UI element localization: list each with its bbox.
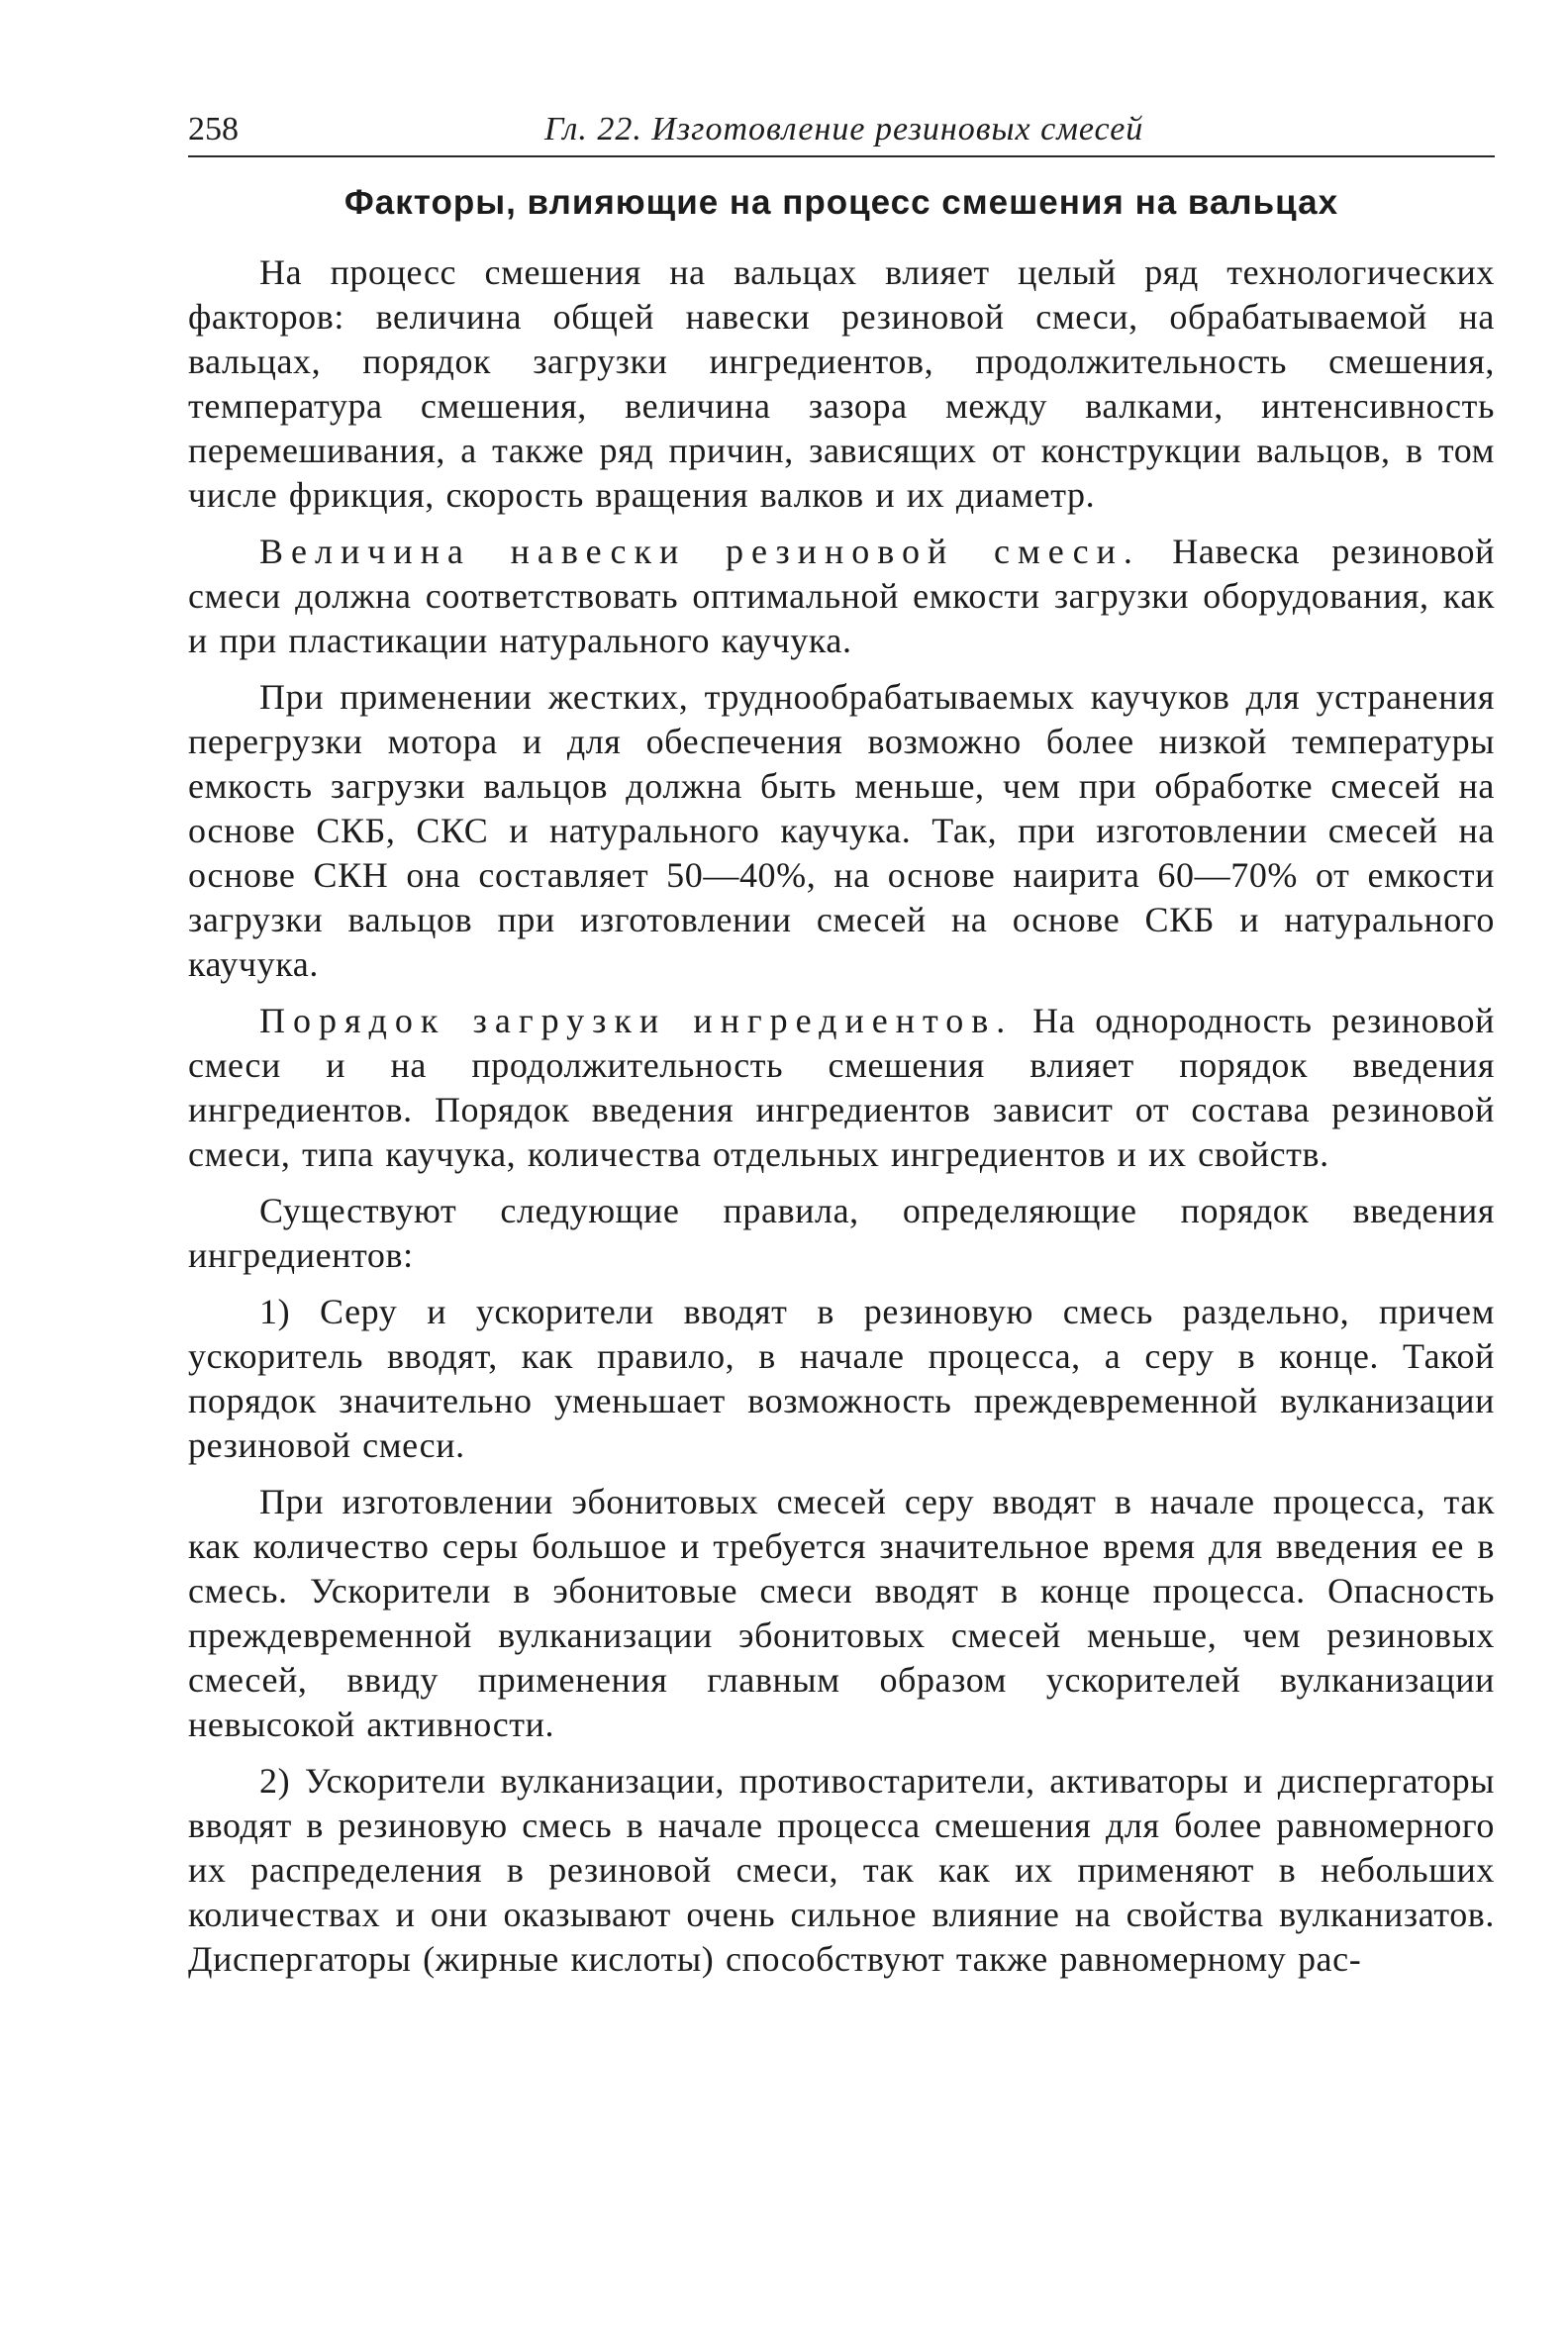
paragraph-text: 1) Серу и ускорители вводят в резиновую смесь раздельно, причем ускоритель вводят, как правило, в начале процесса, а серу в конце. Такой порядок значительно уменьшает возможность преждевременной вулканизации резиновой смеси. (188, 1292, 1495, 1465)
paragraph-loading-order (188, 999, 1495, 1177)
chapter-title: Гл. 22. Изготовление резиновых смесей (544, 111, 1144, 147)
paragraph-text: При изготовлении эбонитовых смесей серу вводят в начале процесса, так как количество серы большое и требуется значительное время для введения ее в смесь. Ускорители в эбонитовые смеси вводят в конце процесса. Опасность преждевременной вулканизации эбонитовых смесей меньше, чем резиновых смесей, ввиду применения главным образом ускорителей вулканизации невысокой активности. (188, 1482, 1495, 1744)
paragraph-text: Навеска резиновой смеси должна соответствовать оптимальной емкости загрузки оборудования, как и при пластикации натурального каучука. (188, 532, 1496, 660)
paragraph-hard-rubbers (188, 675, 1495, 987)
paragraph-text: Существуют следующие правила, определяющие порядок введения ингредиентов: (188, 1191, 1495, 1275)
paragraph-batch-size (188, 530, 1495, 663)
paragraph-lead-term: Порядок загрузки ингредиентов. (259, 1001, 1014, 1040)
paragraph-rules-intro (188, 1189, 1495, 1278)
paragraph-text: При применении жестких, труднообрабатываемых каучуков для устранения перегрузки мотора и для обеспечения возможно более низкой температуры емкость загрузки вальцов должна быть меньше, чем при обработке смесей на основе СКБ, СКС и натурального каучука. Так, при изготовлении смесей на основе СКН она составляет 50—40%, на основе наирита 60—70% от емкости загрузки вальцов при изготовлении смесей на основе СКБ и натурального каучука. (188, 677, 1495, 984)
section-heading: Факторы, влияющие на процесс смешения на вальцах (343, 183, 1339, 222)
page-number: 258 (188, 111, 239, 147)
paragraph-text: На однородность резиновой смеси и на продолжительность смешения влияет порядок введения ингредиентов. Порядок введения ингредиентов зависит от состава резиновой смеси, типа каучука, количества отдельных ингредиентов и их свойств. (188, 1001, 1495, 1174)
paragraph-text: На процесс смешения на вальцах влияет целый ряд технологических факторов: величина общей навески резиновой смеси, обрабатываемой на вальцах, порядок загрузки ингредиентов, продолжительность смешения, температура смешения, величина зазора между валками, интенсивность перемешивания, а также ряд причин, зависящих от конструкции вальцов, в том числе фрикция, скорость вращения валков и их диаметр. (188, 252, 1495, 515)
paragraph-rule-2 (188, 1759, 1495, 1982)
paragraph-text: 2) Ускорители вулканизации, противостарители, активаторы и диспергаторы вводят в резиновую смесь в начале процесса смешения для более равномерного их распределения в резиновой смеси, так как их применяют в небольших количествах и они оказывают очень сильное влияние на свойства вулканизатов. Диспергаторы (жирные кислоты) способствуют также равномерному рас- (188, 1761, 1495, 1979)
book-page (188, 104, 1495, 1994)
paragraph-lead-term: Величина навески резиновой смеси. (259, 532, 1140, 571)
paragraph-ebonite (188, 1480, 1495, 1747)
paragraph-rule-1 (188, 1290, 1495, 1468)
running-head (188, 104, 1495, 157)
paragraph-intro (188, 250, 1495, 518)
